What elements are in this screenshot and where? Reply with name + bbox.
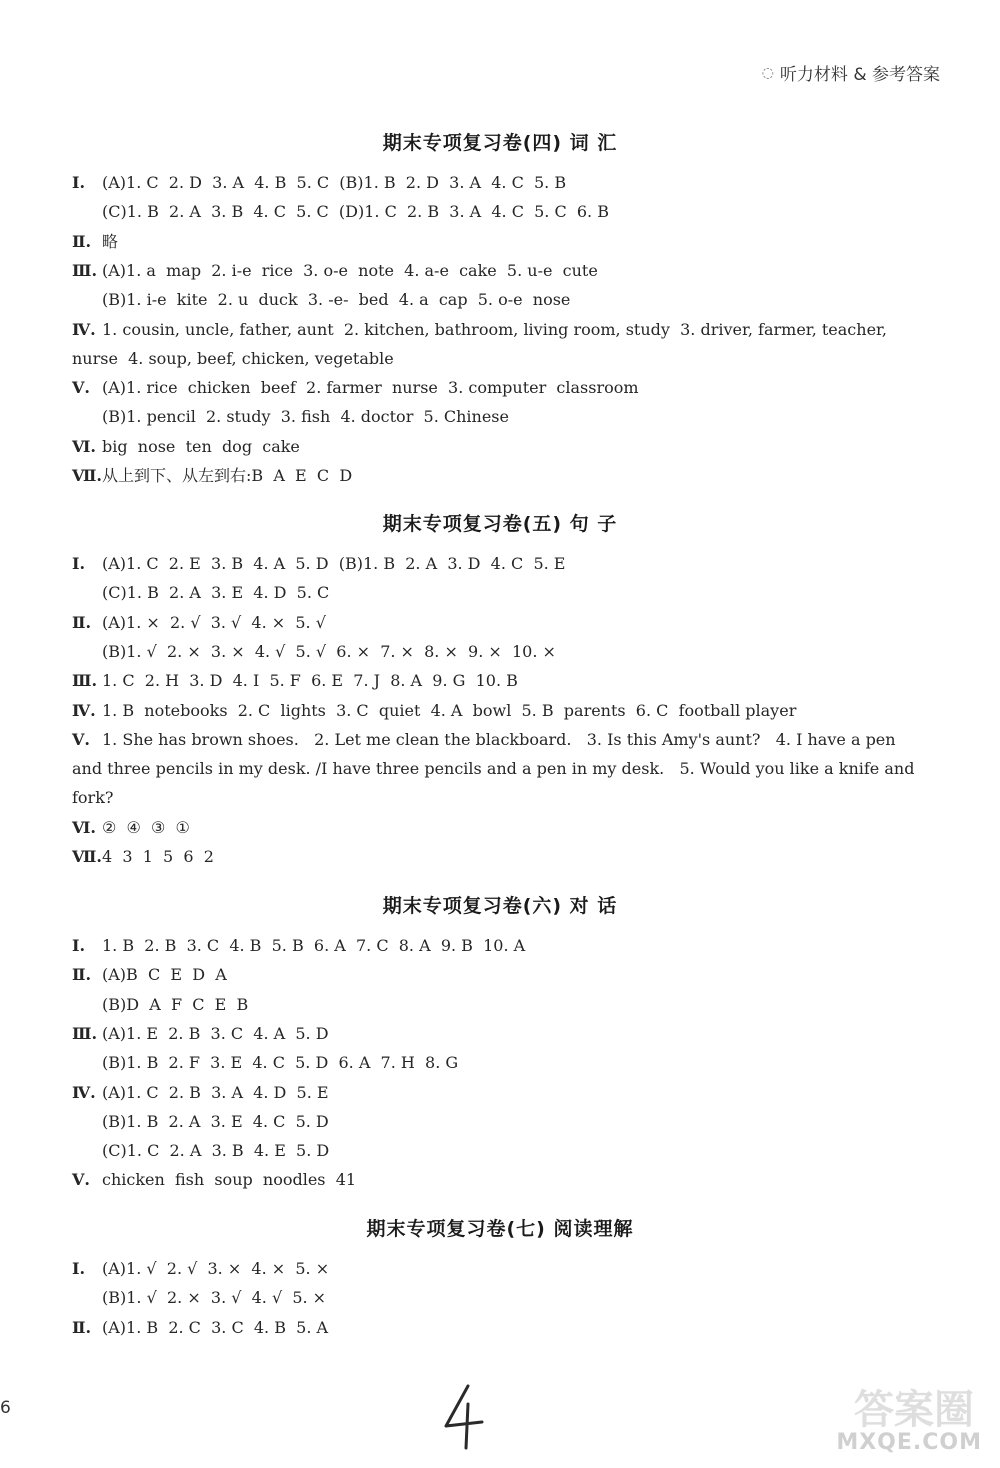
answer-text: 4 3 1 5 6 2 (102, 847, 214, 866)
answer-line (72, 256, 947, 285)
answer-text: (A)1. C 2. D 3. A 4. B 5. C (B)1. B 2. D 3. A 4. C 5. B (102, 173, 567, 192)
answer-line (72, 783, 947, 812)
answer-line (72, 197, 947, 226)
question-number: Ⅲ. (72, 260, 98, 280)
answer-text: (A)1. C 2. B 3. A 4. D 5. E (102, 1082, 329, 1102)
answer-line (72, 666, 947, 695)
answer-line (72, 227, 947, 256)
answer-text: (B)1. B 2. A 3. E 4. C 5. D (102, 1111, 329, 1131)
watermark-logo (807, 1378, 992, 1463)
answer-line (72, 960, 947, 989)
question-number: Ⅵ. (72, 436, 96, 456)
section-title: 期末专项复习卷(七) 阅读理解 (366, 1218, 634, 1240)
answer-line (72, 285, 947, 314)
answer-text: (C)1. C 2. A 3. B 4. E 5. D (102, 1141, 330, 1161)
answer-text: (A)1. B 2. C 3. C 4. B 5. A (102, 1317, 329, 1337)
question-number: Ⅰ. (72, 936, 86, 955)
answer-text: 略 (102, 231, 119, 251)
answer-line (72, 813, 947, 842)
question-number: Ⅴ. (72, 378, 90, 398)
question-number: Ⅰ. (72, 1259, 86, 1278)
question-number: Ⅱ. (72, 231, 92, 251)
answer-text: 1. cousin, uncle, father, aunt 2. kitchen, bathroom, living room, study 3. driver, farmer, teacher, (102, 319, 888, 339)
answer-text: 1. She has brown shoes. 2. Let me clean the blackboard. 3. Is this Amy's aunt? 4. I have a pen (102, 729, 896, 749)
question-number: Ⅴ. (72, 1170, 90, 1190)
answer-text: (A)1. C 2. E 3. B 4. A 5. D (B)1. B 2. A 3. D 4. C 5. E (102, 554, 566, 573)
answer-text: ② ④ ③ ① (102, 817, 190, 837)
answer-text: (B)1. pencil 2. study 3. fish 4. doctor 5. Chinese (102, 407, 509, 427)
answer-line (72, 1107, 947, 1136)
answer-line (72, 842, 947, 871)
answer-line (72, 168, 947, 197)
question-number: Ⅴ. (72, 729, 90, 749)
answer-line (72, 461, 947, 490)
answer-line (72, 696, 947, 725)
answer-line (72, 549, 947, 578)
answer-line (72, 1048, 947, 1077)
watermark-text: MXQE.COM (836, 1430, 982, 1455)
answer-text: (B)1. B 2. F 3. E 4. C 5. D 6. A 7. H 8. G (102, 1053, 459, 1073)
answer-text: (B)1. i-e kite 2. u duck 3. -e- bed 4. a cap 5. o-e nose (102, 290, 571, 310)
answer-text: 1. B 2. B 3. C 4. B 5. B 6. A 7. C 8. A 9. B 10. A (102, 936, 526, 955)
answer-line (72, 1254, 947, 1283)
answer-text: (B)1. √ 2. × 3. √ 4. √ 5. × (102, 1288, 327, 1308)
search-glyph-icon: ◌ (761, 64, 774, 81)
section-title: 期末专项复习卷(六) 对 话 (382, 895, 618, 917)
answer-text: (A)1. × 2. √ 3. √ 4. × 5. √ (102, 612, 326, 632)
question-number: Ⅶ. (72, 466, 102, 485)
answer-line (72, 754, 947, 783)
answer-text: fork? (72, 788, 114, 808)
answer-text: (C)1. B 2. A 3. E 4. D 5. C (102, 583, 330, 603)
question-number: Ⅳ. (72, 700, 96, 720)
answer-text: (A)1. rice chicken beef 2. farmer nurse 3. computer classroom (102, 378, 639, 398)
answer-line (72, 1136, 947, 1165)
answer-text: big nose ten dog cake (102, 436, 300, 456)
answer-line (72, 637, 947, 666)
question-number: Ⅲ. (72, 1023, 98, 1043)
answer-text: (B)1. √ 2. × 3. × 4. √ 5. √ 6. × 7. × 8. × 9. × 10. × (102, 641, 556, 661)
question-number: Ⅳ. (72, 319, 96, 339)
handwritten-mark (438, 1382, 488, 1452)
section-title: 期末专项复习卷(五) 句 子 (382, 513, 618, 535)
question-number: Ⅰ. (72, 173, 86, 192)
answer-text: (B)D A F C E B (102, 994, 249, 1014)
answer-line (72, 344, 947, 373)
answer-text: 1. B notebooks 2. C lights 3. C quiet 4. A bowl 5. B parents 6. C football player (102, 700, 797, 720)
answer-text: (C)1. B 2. A 3. B 4. C 5. C (D)1. C 2. B 3. A 4. C 5. C 6. B (102, 202, 609, 222)
question-number: Ⅱ. (72, 965, 92, 985)
question-number: Ⅱ. (72, 1317, 92, 1337)
question-number: Ⅳ. (72, 1082, 96, 1102)
answer-text: (A)1. a map 2. i-e rice 3. o-e note 4. a-e cake 5. u-e cute (102, 260, 598, 280)
question-number: Ⅱ. (72, 612, 92, 632)
section-title: 期末专项复习卷(四) 词 汇 (382, 132, 618, 154)
page-number: 6 (0, 1398, 11, 1418)
answer-text: (A)B C E D A (102, 965, 227, 985)
header-title: 听力材料 & 参考答案 (779, 65, 940, 85)
answer-text: 从上到下、从左到右:B A E C D (102, 466, 353, 485)
answer-text: chicken fish soup noodles 41 (102, 1170, 357, 1190)
answer-line (72, 1165, 947, 1194)
answer-text: (A)1. √ 2. √ 3. × 4. × 5. × (102, 1259, 330, 1278)
answer-line (72, 990, 947, 1019)
answer-line (72, 608, 947, 637)
question-number: Ⅰ. (72, 554, 86, 573)
answer-line (72, 1078, 947, 1107)
answer-line (72, 315, 947, 344)
question-number: Ⅶ. (72, 847, 102, 866)
answer-line (72, 931, 947, 960)
question-number: Ⅲ. (72, 671, 98, 691)
answer-line (72, 1313, 947, 1342)
answer-line (72, 402, 947, 431)
page-header (762, 60, 940, 85)
answer-line (72, 432, 947, 461)
answer-text: and three pencils in my desk. /I have three pencils and a pen in my desk. 5. Would you like a knife and (72, 759, 915, 779)
answer-text: nurse 4. soup, beef, chicken, vegetable (72, 348, 394, 368)
answer-line (72, 578, 947, 607)
answer-line (72, 725, 947, 754)
watermark-logo-icon: 答案圈 (854, 1387, 974, 1433)
answer-text: (A)1. E 2. B 3. C 4. A 5. D (102, 1023, 329, 1043)
answer-line (72, 1019, 947, 1048)
answer-line (72, 373, 947, 402)
question-number: Ⅵ. (72, 817, 96, 837)
answer-text: 1. C 2. H 3. D 4. I 5. F 6. E 7. J 8. A 9. G 10. B (102, 671, 518, 691)
answer-line (72, 1283, 947, 1312)
